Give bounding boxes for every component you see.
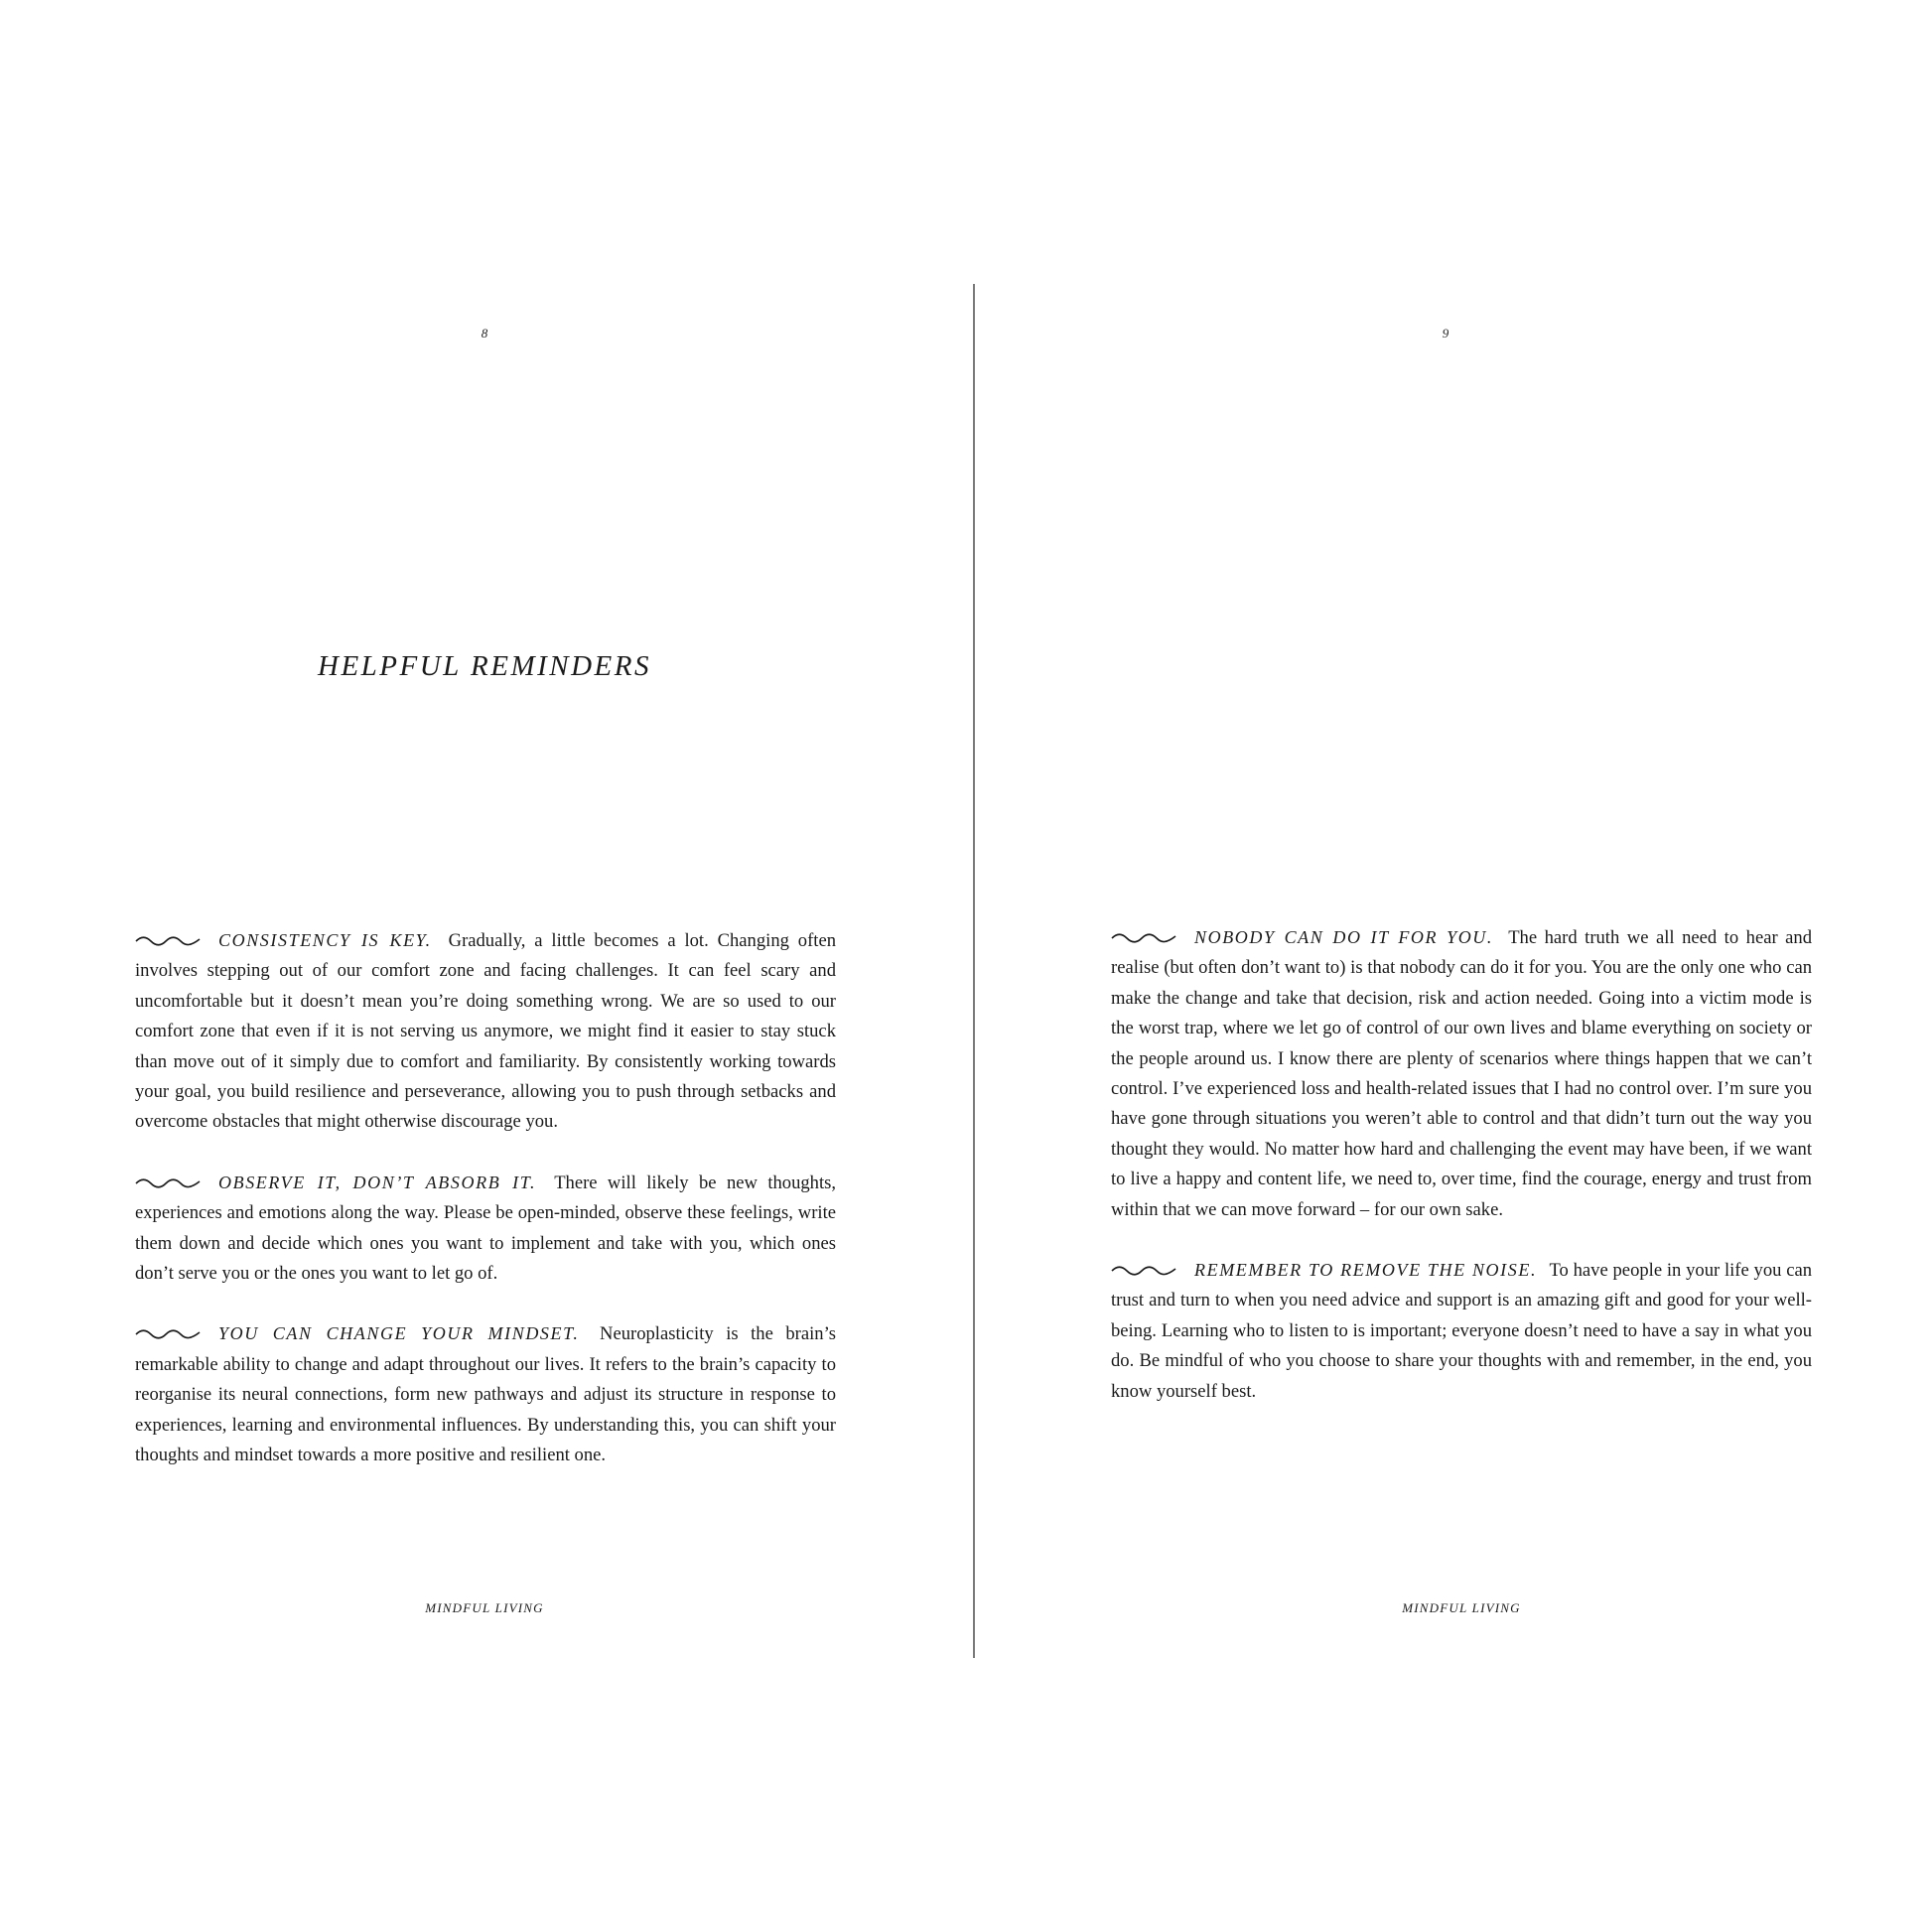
reminder-heading: NOBODY CAN DO IT FOR YOU.	[1194, 927, 1493, 947]
reminder-paragraph	[135, 1318, 836, 1470]
reminder-text: To have people in your life you can trust and turn to when you need advice and support is an amazing gift and good for your well-being. Learning who to listen to is important; everyone doesn’t need to have a say in what you do. Be mindful of who you choose to share your thoughts with and remember, in the end, you know yourself best.	[1111, 1260, 1812, 1402]
wave-swash-icon	[135, 1327, 201, 1339]
reminder-paragraph	[135, 1168, 836, 1290]
wave-swash-icon	[1111, 931, 1176, 943]
reminder-heading: CONSISTENCY IS KEY.	[218, 930, 432, 950]
running-footer: MINDFUL LIVING	[1402, 1600, 1521, 1615]
reminder-paragraph	[1111, 1255, 1812, 1407]
page-number: 9	[1442, 326, 1449, 341]
reminder-heading: YOU CAN CHANGE YOUR MINDSET.	[218, 1323, 580, 1344]
right-page	[977, 0, 1932, 1932]
page-number: 8	[481, 326, 488, 341]
wave-swash-icon	[135, 934, 201, 946]
reminder-text: Neuroplasticity is the brain’s remarkable ability to change and adapt throughout our lives. It refers to the brain’s capacity to reorganise its neural connections, form new pathways and adjust its structure in response to experiences, learning and environmental influences. By understanding this, you can shift your thoughts and mindset towards a more positive and resilient one.	[135, 1323, 836, 1466]
running-footer: MINDFUL LIVING	[425, 1600, 544, 1615]
chapter-title: HELPFUL REMINDERS	[318, 650, 651, 682]
reminder-heading: OBSERVE IT, DON’T ABSORB IT.	[218, 1172, 537, 1192]
book-gutter-divider	[973, 284, 975, 1658]
wave-swash-icon	[1111, 1264, 1176, 1276]
reminder-paragraph	[1111, 922, 1812, 1225]
reminder-text: The hard truth we all need to hear and realise (but often don’t want to) is that nobody can do it for you. You are the only one who can make the change and take that decision, risk and action needed. Going into a victim mode is the worst trap, where we let go of control of our own lives and blame everything on society or the people around us. I know there are plenty of scenarios where things happen that we can’t control. I’ve experienced loss and health-related issues that I had no control over. I’m sure you have gone through situations you weren’t able to control and that didn’t turn out the way you thought they would. No matter how hard and challenging the event may have been, if we want to live a happy and content life, we need to, over time, find the courage, energy and trust from within that we can move forward – for our own sake.	[1111, 927, 1812, 1220]
right-body-text	[1111, 922, 1812, 1437]
reminder-text: There will likely be new thoughts, experiences and emotions along the way. Please be open-minded, observe these feelings, write them down and decide which ones you want to implement and take with you, which ones don’t serve you or the ones you want to let go of.	[135, 1172, 837, 1285]
left-body-text	[135, 925, 836, 1501]
wave-swash-icon	[135, 1176, 201, 1188]
reminder-heading: REMEMBER TO REMOVE THE NOISE.	[1194, 1260, 1538, 1281]
reminder-paragraph	[135, 925, 836, 1138]
reminder-text: Gradually, a little becomes a lot. Changing often involves stepping out of our comfort zone and facing challenges. It can feel scary and uncomfortable but it doesn’t mean you’re doing something wrong. We are so used to our comfort zone that even if it is not serving us anymore, we might find it easier to stay stuck than move out of it simply due to comfort and familiarity. By consistently working towards your goal, you build resilience and perseverance, allowing you to push through setbacks and overcome obstacles that might otherwise discourage you.	[135, 930, 836, 1133]
